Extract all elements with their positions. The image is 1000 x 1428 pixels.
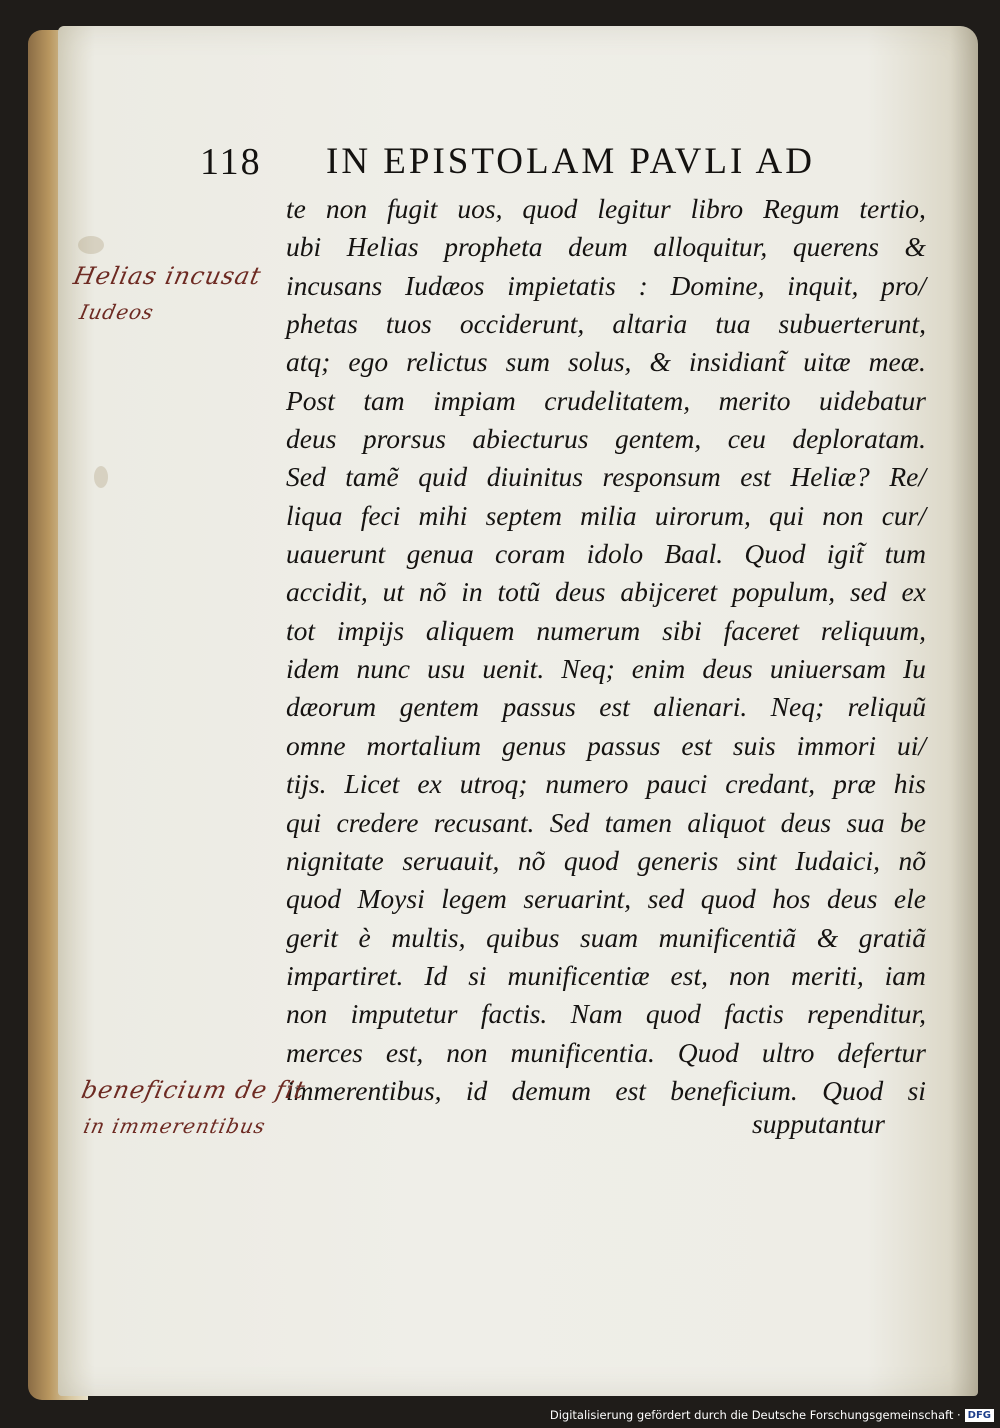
text-line: non imputetur factis. Nam quod factis rependitur, [286, 998, 926, 1030]
text-line: nignitate seruauit, nõ quod generis sint Iudaici, nõ [286, 844, 926, 876]
text-line: incusans Iudæos impietatis : Domine, inquit, pro/ [286, 269, 926, 301]
marginal-note: Iudeos [77, 300, 157, 324]
text-line: accidit, ut nõ in totũ deus abijceret populum, sed ex [286, 576, 926, 608]
text-line: omne mortalium genus passus est suis immori ui/ [286, 729, 926, 761]
text-line: tot impijs aliquem numerum sibi faceret reliquum, [286, 614, 926, 646]
text-line: qui credere recusant. Sed tamen aliquot deus sua be [286, 806, 926, 838]
paper-stain [94, 466, 108, 488]
text-line: dæorum gentem passus est alienari. Neq; reliquũ [286, 691, 926, 723]
text-line: Sed tamẽ quid diuinitus responsum est Heliæ? Re/ [286, 461, 926, 493]
dfg-logo: DFG [965, 1409, 994, 1422]
text-line: merces est, non munificentia. Quod ultro defertur [286, 1036, 926, 1068]
text-line: gerit è multis, quibus suam munificentiã & gratiã [286, 921, 926, 953]
paper-stain [78, 236, 104, 254]
text-line: quod Moysi legem seruarint, sed quod hos deus ele [286, 883, 926, 915]
text-line: tijs. Licet ex utroq; numero pauci credant, præ his [286, 768, 926, 800]
body-text [286, 190, 926, 1110]
text-line: deus prorsus abiecturus gentem, ceu deploratam. [286, 423, 926, 455]
text-line: te non fugit uos, quod legitur libro Regum tertio, [286, 193, 926, 224]
text-line: atq; ego relictus sum solus, & insidiant̃ uitæ meæ. [286, 346, 926, 378]
text-line: impartiret. Id si munificentiæ est, non meriti, iam [286, 959, 926, 991]
catchword: supputantur [752, 1108, 885, 1139]
text-line: ubi Helias propheta deum alloquitur, querens & [286, 231, 926, 263]
text-line: idem nunc usu uenit. Neq; enim deus uniuersam Iu [286, 653, 926, 685]
marginal-note: in immerentibus [81, 1114, 269, 1138]
marginal-note: Helias incusat [71, 262, 265, 290]
marginal-note: beneficium de fit [79, 1076, 309, 1104]
credit-text: Digitalisierung gefördert durch die Deutsche Forschungsgemeinschaft · [549, 1408, 961, 1422]
text-line: liqua feci mihi septem milia uirorum, qui non cur/ [286, 499, 926, 531]
text-line: Post tam impiam crudelitatem, merito uidebatur [286, 384, 926, 416]
running-head: IN EPISTOLAM PAVLI AD [326, 141, 815, 182]
text-line: phetas tuos occiderunt, altaria tua subuerterunt, [286, 308, 926, 340]
text-line: immerentibus, id demum est beneficium. Quod si [286, 1074, 926, 1106]
page-number: 118 [200, 141, 262, 183]
text-line: uauerunt genua coram idolo Baal. Quod igit̃ tum [286, 538, 926, 570]
digitization-credit [550, 1408, 994, 1422]
